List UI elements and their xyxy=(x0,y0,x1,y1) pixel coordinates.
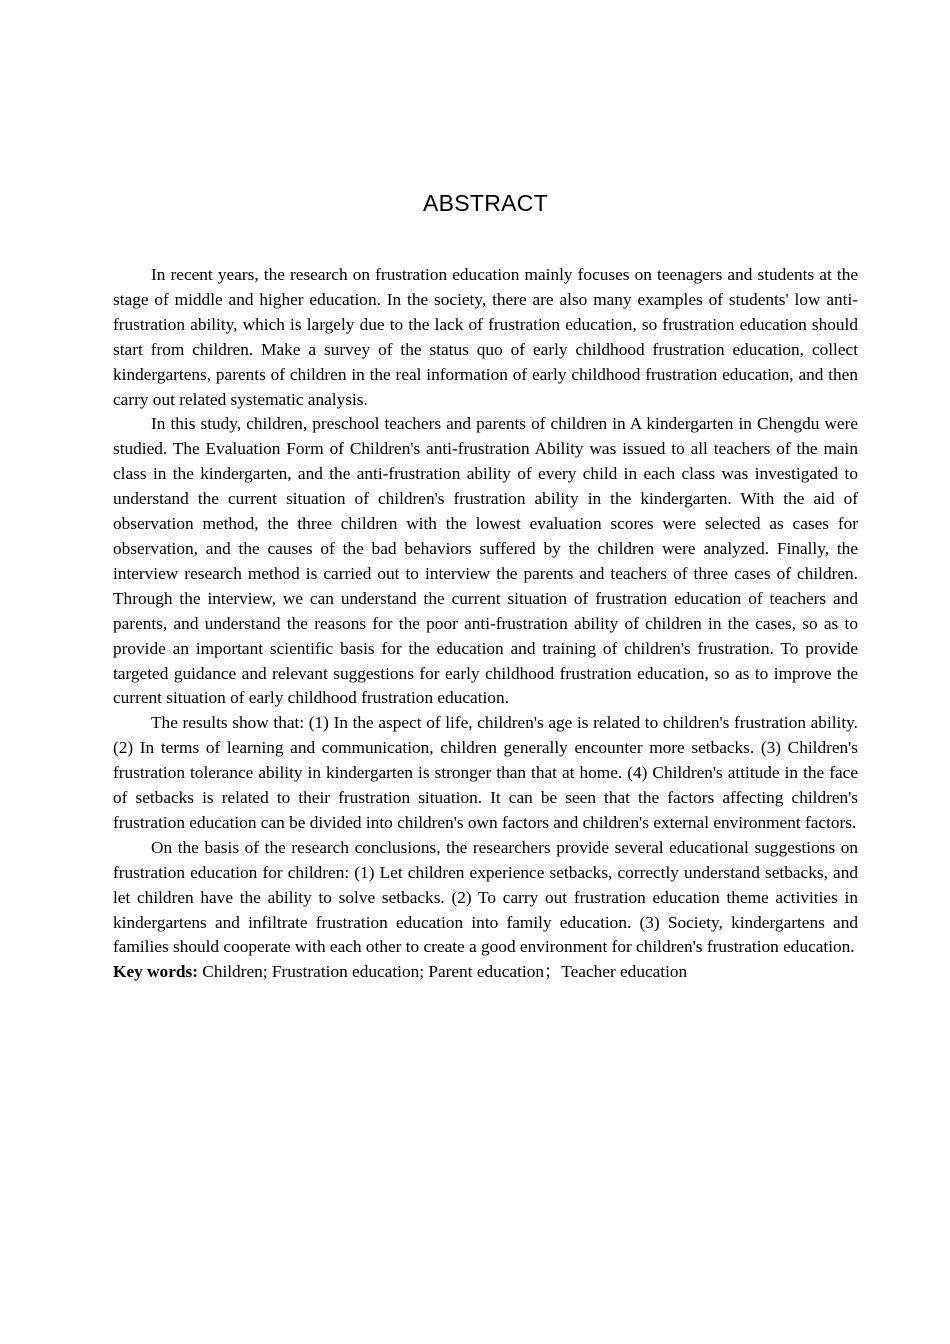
abstract-paragraph-3: The results show that: (1) In the aspect of life, children's age is related to children's frustration ability. (2) In terms of learning and communication, children generally encounter more setbacks. (3) Children's frustration tolerance ability in kindergarten is stronger than that at home. (4) Children's attitude in the face of setbacks is related to their frustration situation. It can be seen that the factors affecting children's frustration education can be divided into children's own factors and children's external environment factors. xyxy=(113,713,858,832)
abstract-body xyxy=(113,263,858,985)
abstract-paragraph-1: In recent years, the research on frustration education mainly focuses on teenagers and students at the stage of middle and higher education. In the society, there are also many examples of students' low anti-frustration ability, which is largely due to the lack of frustration education, so frustration education should start from children. Make a survey of the status quo of early childhood frustration education, collect kindergartens, parents of children in the real information of early childhood frustration education, and then carry out related systematic analysis. xyxy=(113,265,858,409)
page-title: ABSTRACT xyxy=(422,190,549,216)
abstract-page xyxy=(113,186,858,985)
abstract-paragraph-2: In this study, children, preschool teachers and parents of children in A kindergarten in Chengdu were studied. The Evaluation Form of Children's anti-frustration Ability was issued to all teachers of the main class in the kindergarten, and the anti-frustration ability of every child in each class was investigated to understand the current situation of children's frustration ability in the kindergarten. With the aid of observation method, the three children with the lowest evaluation scores were selected as cases for observation, and the causes of the bad behaviors suffered by the children were analyzed. Finally, the interview research method is carried out to interview the parents and teachers of three cases of children. Through the interview, we can understand the current situation of frustration education of teachers and parents, and understand the reasons for the poor anti-frustration ability of children in the cases, so as to provide an important scientific basis for the education and training of children's frustration. To provide targeted guidance and relevant suggestions for early childhood frustration education, so as to improve the current situation of early childhood frustration education. xyxy=(113,414,858,708)
keywords-line xyxy=(113,960,858,985)
keywords-list: Children; Frustration education; Parent education；Teacher education xyxy=(197,962,688,982)
abstract-paragraph-4: On the basis of the research conclusions, the researchers provide several educational suggestions on frustration education for children: (1) Let children experience setbacks, correctly understand setbacks, and let children have the ability to solve setbacks. (2) To carry out frustration education theme activities in kindergartens and infiltrate frustration education into family education. (3) Society, kindergartens and families should cooperate with each other to create a good environment for children's frustration education. xyxy=(113,837,858,957)
keywords-label: Key words: xyxy=(113,962,198,982)
